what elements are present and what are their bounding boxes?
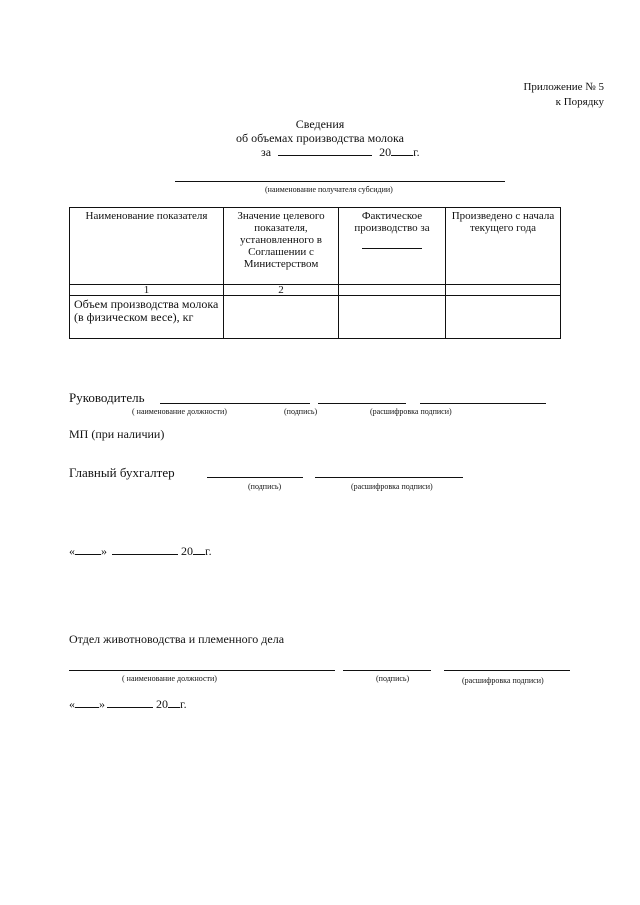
date2-month-blank[interactable]	[107, 707, 153, 708]
header-indicator: Наименование показателя	[70, 208, 224, 285]
date2-day-blank[interactable]	[75, 707, 99, 708]
department-label: Отдел животноводства и племенного дела	[69, 632, 285, 646]
accountant-decode-caption: (расшифровка подписи)	[351, 482, 433, 491]
accountant-label: Главный бухгалтер	[69, 465, 175, 480]
table-number-row	[70, 285, 561, 296]
department-decode-line[interactable]	[444, 670, 570, 671]
date1-year-blank[interactable]	[193, 554, 205, 555]
col-number-2: 2	[224, 285, 339, 296]
period-prefix: за	[261, 145, 272, 159]
appendix-note	[523, 80, 604, 110]
head-signature-caption: (подпись)	[284, 407, 318, 416]
row-indicator-name: Объем производства молока (в физическом весе), кг	[70, 296, 224, 339]
appendix-line-1: Приложение № 5	[523, 81, 604, 93]
head-label: Руководитель	[69, 390, 145, 405]
table-row	[70, 296, 561, 339]
accountant-signature-caption: (подпись)	[248, 482, 282, 491]
date-line-2	[69, 697, 187, 712]
accountant-signature-line[interactable]	[207, 477, 303, 478]
recipient-line[interactable]	[175, 181, 505, 182]
document-subtitle: об объемах производства молока	[235, 131, 404, 145]
col-number-1: 1	[70, 285, 224, 296]
department-signature-line[interactable]	[343, 670, 431, 671]
date1-quote-close: »	[101, 544, 107, 558]
period-blank[interactable]	[278, 155, 372, 156]
date1-year: 20	[181, 544, 193, 558]
department-decode-caption: (расшифровка подписи)	[462, 676, 544, 685]
seal-note: МП (при наличии)	[69, 427, 165, 441]
date2-quote-open: «	[69, 697, 75, 711]
period-line	[261, 145, 420, 159]
date1-suffix: г.	[205, 544, 212, 558]
appendix-line-2: к Порядку	[555, 96, 604, 108]
department-position-caption: ( наименование должности)	[122, 674, 217, 683]
head-position-line[interactable]	[160, 403, 310, 404]
head-decode-caption: (расшифровка подписи)	[370, 407, 452, 416]
department-position-line[interactable]	[69, 670, 335, 671]
head-signature-line[interactable]	[318, 403, 406, 404]
department-signature-caption: (подпись)	[376, 674, 410, 683]
date-line-1	[69, 544, 212, 559]
header-actual-label: Фактическое производство за	[354, 210, 430, 234]
row-ytd-value[interactable]	[446, 296, 561, 339]
col-number-3	[339, 285, 446, 296]
row-actual-value[interactable]	[339, 296, 446, 339]
row-target-value[interactable]	[224, 296, 339, 339]
header-actual	[339, 208, 446, 285]
head-decode-line[interactable]	[420, 403, 546, 404]
col-number-4	[446, 285, 561, 296]
header-ytd: Произведено с начала текущего года	[446, 208, 561, 285]
date2-suffix: г.	[180, 697, 187, 711]
production-table	[69, 207, 561, 339]
date1-day-blank[interactable]	[75, 554, 101, 555]
date1-quote-open: «	[69, 544, 75, 558]
document-title: Сведения	[295, 117, 345, 131]
period-year-blank[interactable]	[391, 155, 413, 156]
period-suffix: г.	[413, 145, 420, 159]
date2-year: 20	[156, 697, 168, 711]
actual-period-blank[interactable]	[362, 240, 422, 249]
date1-month-blank[interactable]	[112, 554, 178, 555]
head-position-caption: ( наименование должности)	[132, 407, 227, 416]
recipient-caption: (наименование получателя субсидии)	[265, 185, 393, 194]
date2-year-blank[interactable]	[168, 707, 180, 708]
date2-quote-close: »	[99, 697, 105, 711]
header-target: Значение целевого показателя, установленного в Соглашении с Министерством	[224, 208, 339, 285]
accountant-decode-line[interactable]	[315, 477, 463, 478]
period-year: 20	[379, 145, 392, 159]
table-header-row	[70, 208, 561, 285]
